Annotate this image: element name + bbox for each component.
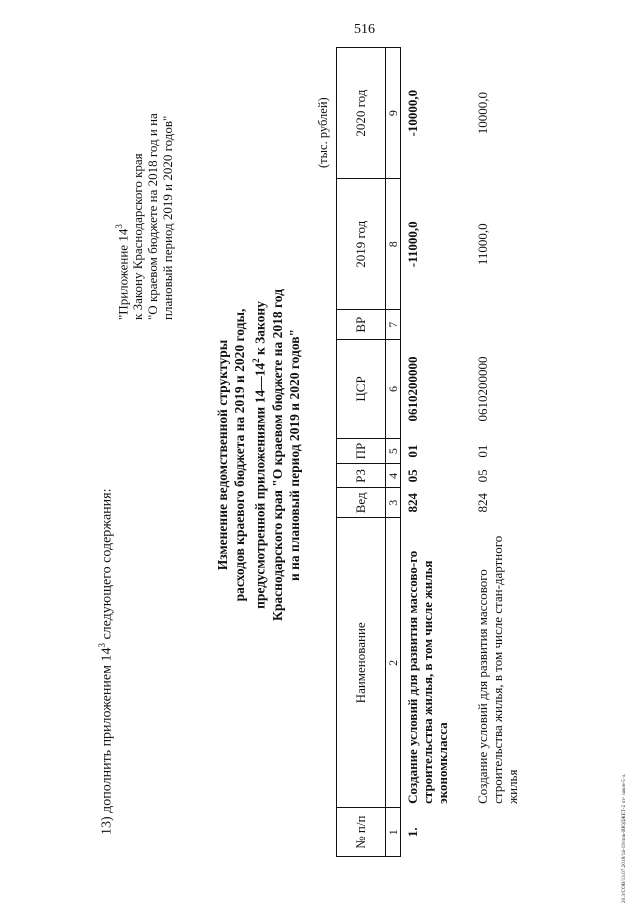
title-line-3-prefix: предусмотренной приложениями 14—14 bbox=[252, 362, 268, 609]
header-2020: 2020 год bbox=[337, 48, 386, 179]
title-line-5: и на плановый период 2019 и 2020 годов" bbox=[286, 328, 302, 582]
row-2019: -11000,0 bbox=[405, 221, 420, 268]
appendix-line-2: к Закону Краснодарского края bbox=[130, 153, 146, 320]
row-ved: 824 bbox=[405, 493, 420, 513]
appendix-line-4: плановый период 2019 и 2020 годов" bbox=[160, 115, 176, 320]
page-number: 516 bbox=[354, 22, 375, 37]
column-number: 1 bbox=[386, 808, 401, 857]
column-number: 5 bbox=[386, 438, 401, 464]
row-number bbox=[465, 808, 539, 857]
appendix-line-3: "О краевом бюджете на 2018 год и на bbox=[145, 113, 161, 320]
title-line-2: расходов краевого бюджета на 2019 и 2020 годы, bbox=[232, 308, 247, 602]
title-line-1: Изменение ведомственной структуры bbox=[215, 339, 230, 571]
header-rz: РЗ bbox=[337, 464, 386, 488]
units-label: (тыс. рублей) bbox=[316, 97, 330, 168]
row-csr: 0610200000 bbox=[405, 356, 420, 422]
row-rz: 05 bbox=[475, 469, 490, 483]
appendix-line-1-sup: 3 bbox=[114, 224, 124, 229]
row-2020: -10000,0 bbox=[405, 89, 420, 137]
row-name: Создание условий для развития массового строительства жилья, в том числе стан-дартного жилья bbox=[475, 535, 520, 804]
row-name: Создание условий для развития массово-го строительства жилья, в том числе жилья экономкласса bbox=[405, 550, 450, 804]
title-line-3-suffix: к Закону bbox=[252, 301, 268, 359]
appendix-header bbox=[112, 113, 175, 320]
row-vr bbox=[465, 310, 539, 340]
document-title bbox=[214, 205, 303, 705]
title-line-3-sup: 2 bbox=[251, 358, 261, 363]
row-rz: 05 bbox=[405, 469, 420, 483]
table-row bbox=[401, 48, 466, 857]
rotated-page-content bbox=[0, 45, 620, 905]
appendix-line-1 bbox=[112, 113, 130, 320]
appendix-line-1-text: "Приложение 14 bbox=[115, 228, 131, 320]
table-row bbox=[465, 48, 539, 857]
header-no: № п/п bbox=[337, 808, 386, 857]
column-number: 7 bbox=[386, 310, 401, 340]
header-vr: ВР bbox=[337, 310, 386, 340]
row-pr: 01 bbox=[475, 444, 490, 458]
header-name: Наименование bbox=[337, 518, 386, 808]
intro-prefix: 13) дополнить приложением 14 bbox=[99, 647, 115, 835]
row-vr bbox=[401, 310, 466, 340]
column-number-row bbox=[386, 48, 401, 857]
column-number: 8 bbox=[386, 179, 401, 310]
column-number: 4 bbox=[386, 464, 401, 488]
column-number: 9 bbox=[386, 48, 401, 179]
column-number: 3 bbox=[386, 488, 401, 518]
row-2019: 11000,0 bbox=[475, 223, 490, 266]
intro-superscript: 3 bbox=[97, 643, 107, 648]
row-csr: 0610200000 bbox=[475, 356, 490, 422]
header-2019: 2019 год bbox=[337, 179, 386, 310]
intro-suffix: следующего содержания: bbox=[99, 488, 115, 644]
header-csr: ЦСР bbox=[337, 340, 386, 439]
header-ved: Вед bbox=[337, 488, 386, 518]
title-line-3 bbox=[248, 205, 269, 705]
header-pr: ПР bbox=[337, 438, 386, 464]
column-number: 2 bbox=[386, 518, 401, 808]
title-line-4: Краснодарского края "О краевом бюджете на 2018 год bbox=[269, 289, 285, 621]
budget-table bbox=[336, 47, 539, 857]
row-2020: 10000,0 bbox=[475, 91, 490, 135]
row-pr: 01 bbox=[405, 444, 420, 458]
document-footer-code: 20.3/СОВ/13.07.2018/14-19/ппк-ВЮДЖЕТ-2 чт- закон-5 ч. bbox=[622, 773, 627, 903]
row-ved: 824 bbox=[475, 493, 490, 513]
row-number: 1. bbox=[405, 827, 420, 838]
intro-text bbox=[97, 489, 116, 836]
table-header-row bbox=[337, 48, 386, 857]
column-number: 6 bbox=[386, 340, 401, 439]
